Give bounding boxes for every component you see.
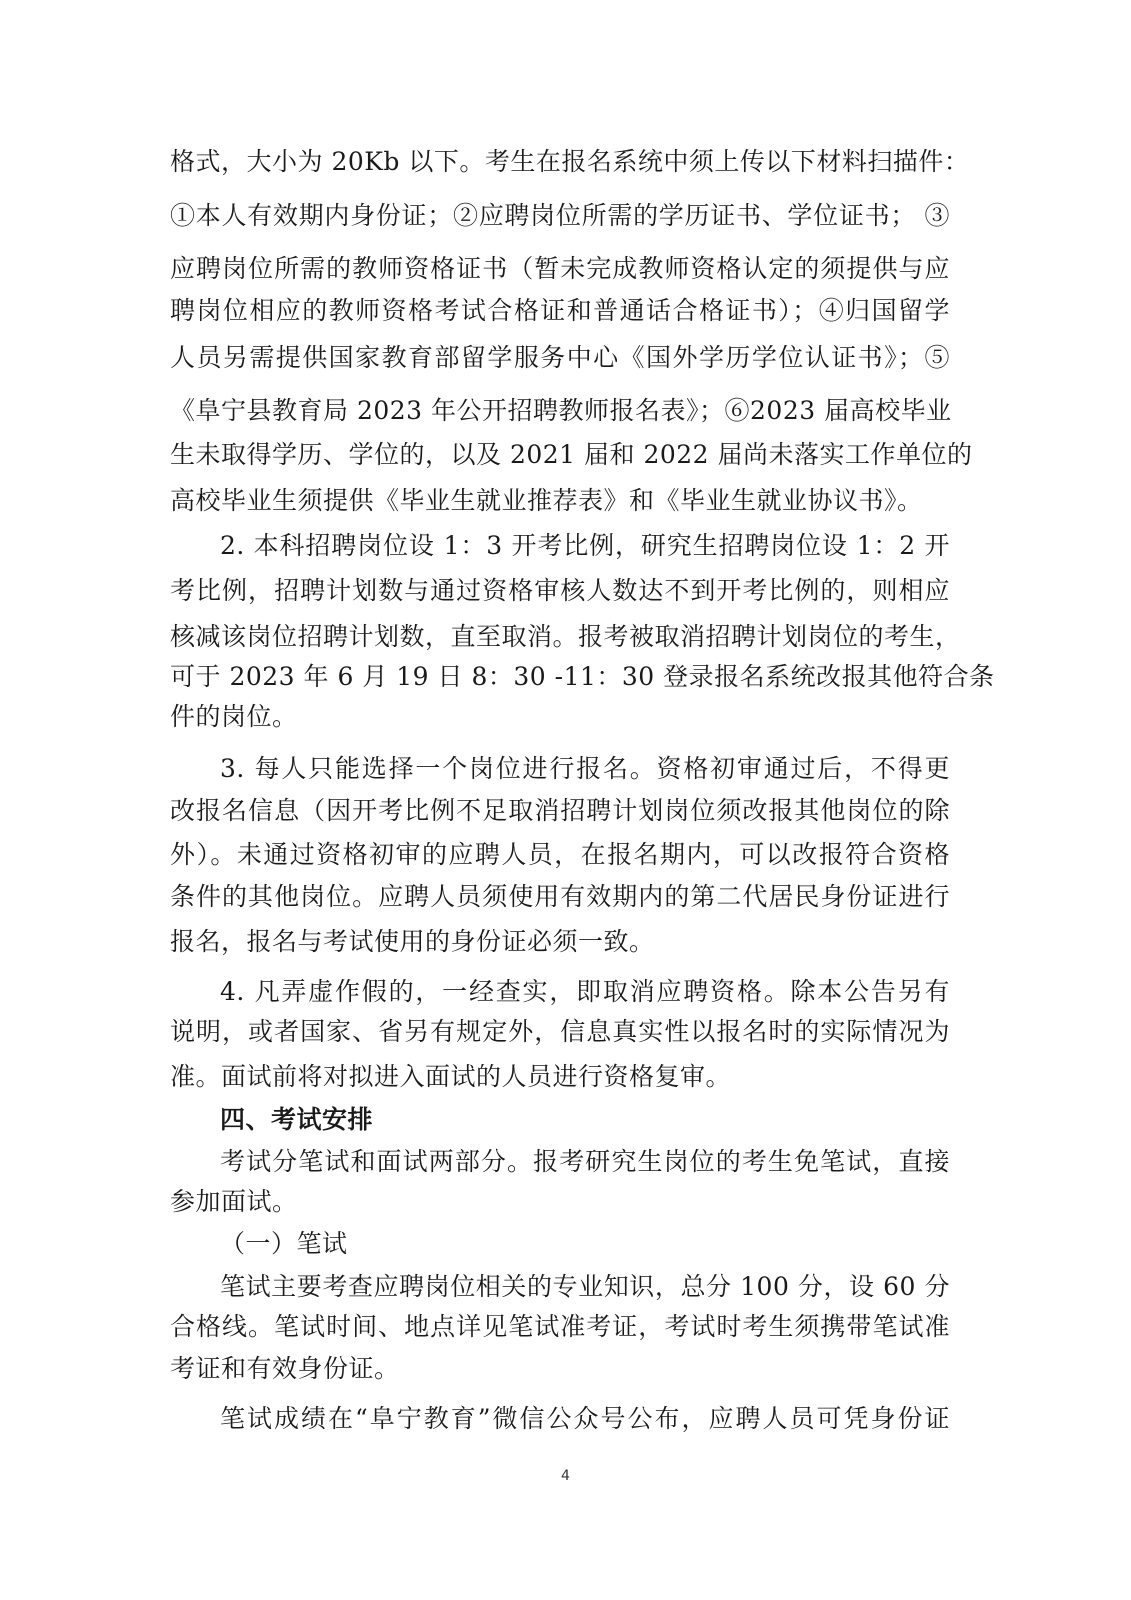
paragraph-line: 可于 2023 年 6 月 19 日 8：30 -11：30 登录报名系统改报其他符合条	[170, 662, 995, 691]
paragraph-line: 合格线。笔试时间、地点详见笔试准考证，考试时考生须携带笔试准	[170, 1312, 950, 1341]
paragraph-line: 3. 每人只能选择一个岗位进行报名。资格初审通过后，不得更	[220, 754, 950, 783]
paragraph-line: 生未取得学历、学位的，以及 2021 届和 2022 届尚未落实工作单位的	[170, 440, 973, 469]
section-heading: 四、考试安排	[220, 1105, 374, 1134]
paragraph-line: 高校毕业生须提供《毕业生就业推荐表》和《毕业生就业协议书》。	[170, 486, 923, 515]
paragraph-line: 改报名信息（因开考比例不足取消招聘计划岗位须改报其他岗位的除	[170, 796, 950, 825]
page-number: 4	[561, 1468, 570, 1484]
paragraph-line: 参加面试。	[170, 1187, 298, 1216]
paragraph-line: 应聘岗位所需的教师资格证书（暂未完成教师资格认定的须提供与应	[170, 254, 950, 283]
paragraph-line: 准。面试前将对拟进入面试的人员进行资格复审。	[170, 1062, 732, 1091]
paragraph-line: 考比例，招聘计划数与通过资格审核人数达不到开考比例的，则相应	[170, 576, 950, 605]
paragraph-line: 笔试主要考查应聘岗位相关的专业知识，总分 100 分，设 60 分	[220, 1272, 950, 1301]
paragraph-line: 4. 凡弄虚作假的，一经查实，即取消应聘资格。除本公告另有	[220, 977, 950, 1006]
paragraph-line: 报名，报名与考试使用的身份证必须一致。	[170, 927, 655, 956]
paragraph-line: 笔试成绩在“阜宁教育”微信公众号公布，应聘人员可凭身份证	[220, 1404, 950, 1433]
paragraph-line: ①本人有效期内身份证；②应聘岗位所需的学历证书、学位证书； ③	[170, 201, 950, 230]
paragraph-line: 考试分笔试和面试两部分。报考研究生岗位的考生免笔试，直接	[220, 1147, 950, 1176]
paragraph-line: 格式，大小为 20Kb 以下。考生在报名系统中须上传以下材料扫描件：	[170, 147, 970, 176]
paragraph-line: 《阜宁县教育局 2023 年公开招聘教师报名表》；⑥2023 届高校毕业	[170, 396, 952, 425]
subsection-heading: （一）笔试	[220, 1229, 348, 1258]
paragraph-line: 条件的其他岗位。应聘人员须使用有效期内的第二代居民身份证进行	[170, 882, 950, 911]
paragraph-line: 考证和有效身份证。	[170, 1354, 400, 1383]
paragraph-line: 聘岗位相应的教师资格考试合格证和普通话合格证书）；④归国留学	[170, 296, 950, 325]
paragraph-line: 件的岗位。	[170, 702, 298, 731]
paragraph-line: 外）。未通过资格初审的应聘人员，在报名期内，可以改报符合资格	[170, 840, 950, 869]
paragraph-line: 人员另需提供国家教育部留学服务中心《国外学历学位认证书》；⑤	[170, 343, 950, 372]
paragraph-line: 2. 本科招聘岗位设 1：3 开考比例，研究生招聘岗位设 1：2 开	[220, 531, 950, 560]
paragraph-line: 核减该岗位招聘计划数，直至取消。报考被取消招聘计划岗位的考生，	[170, 622, 961, 651]
paragraph-line: 说明，或者国家、省另有规定外，信息真实性以报名时的实际情况为	[170, 1017, 950, 1046]
